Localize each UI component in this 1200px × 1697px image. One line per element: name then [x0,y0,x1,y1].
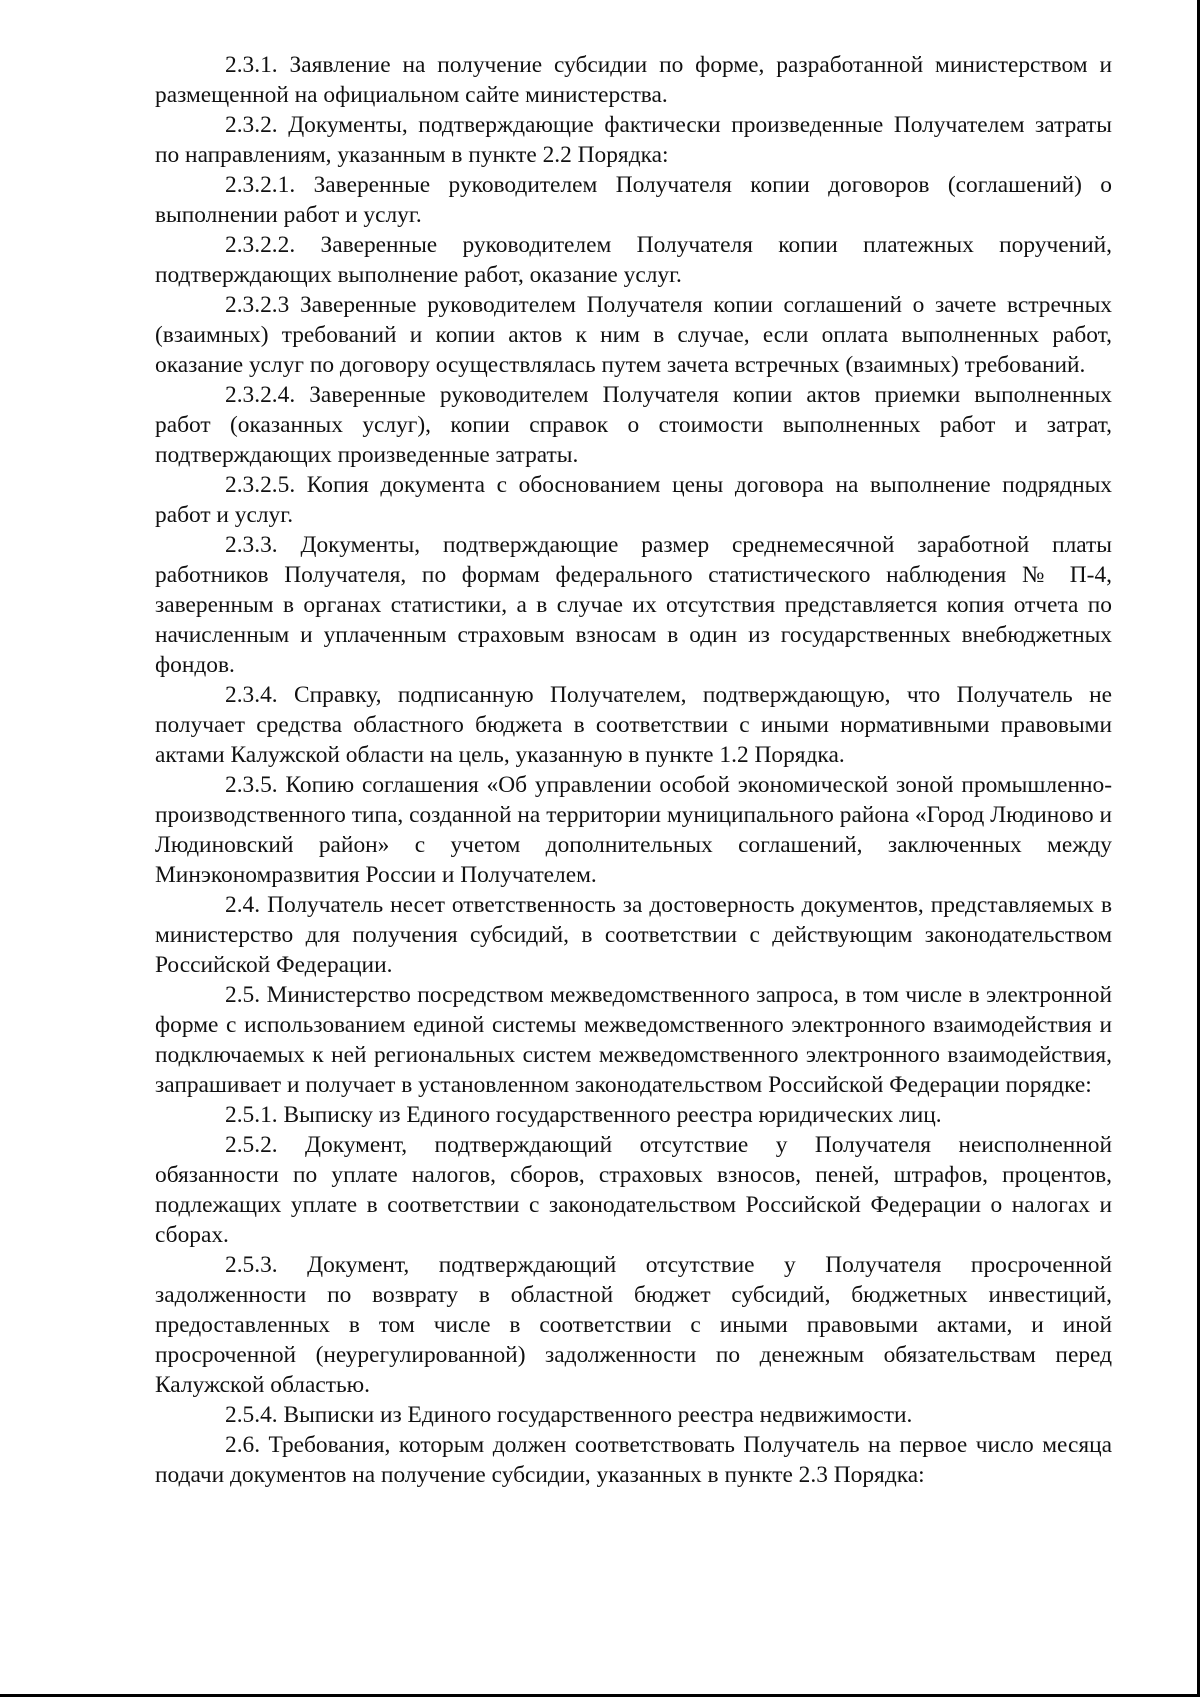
paragraph-2-3-2-3: 2.3.2.3 Заверенные руководителем Получателя копии соглашений о зачете встречных (взаимных) требований и копии актов к ним в случае, если оплата выполненных работ, оказание услуг по договору осуществлялась путем зачета встречных (взаимных) требований. [155,292,1112,378]
paragraph-2-3-2-4: 2.3.2.4. Заверенные руководителем Получателя копии актов приемки выполненных работ (оказанных услуг), копии справок о стоимости выполненных работ и затрат, подтверждающих произведенные затраты. [155,382,1112,468]
paragraph-2-3-4: 2.3.4. Справку, подписанную Получателем, подтверждающую, что Получатель не получает средства областного бюджета в соответствии с иными нормативными правовыми актами Калужской области на цель, указанную в пункте 1.2 Порядка. [155,682,1112,768]
paragraph-2-3-5: 2.3.5. Копию соглашения «Об управлении особой экономической зоной промышленно-производственного типа, созданной на территории муниципального района «Город Людиново и Людиновский район» с учетом дополнительных соглашений, заключенных между Минэкономразвития России и Получателем. [155,772,1112,888]
document-body [155,50,1112,1490]
paragraph-2-5: 2.5. Министерство посредством межведомственного запроса, в том числе в электронной форме с использованием единой системы межведомственного электронного взаимодействия и подключаемых к ней региональных систем межведомственного электронного взаимодействия, запрашивает и получает в установленном законодательством Российской Федерации порядке: [155,982,1112,1098]
paragraph-2-5-2: 2.5.2. Документ, подтверждающий отсутствие у Получателя неисполненной обязанности по уплате налогов, сборов, страховых взносов, пеней, штрафов, процентов, подлежащих уплате в соответствии с законодательством Российской Федерации о налогах и сборах. [155,1132,1112,1248]
paragraph-2-5-1: 2.5.1. Выписку из Единого государственного реестра юридических лиц. [225,1102,942,1128]
paragraph-2-6: 2.6. Требования, которым должен соответствовать Получатель на первое число месяца подачи документов на получение субсидии, указанных в пункте 2.3 Порядка: [155,1432,1112,1488]
paragraph-2-3-1: 2.3.1. Заявление на получение субсидии по форме, разработанной министерством и размещенной на официальном сайте министерства. [155,52,1112,108]
paragraph-2-3-2-2: 2.3.2.2. Заверенные руководителем Получателя копии платежных поручений, подтверждающих выполнение работ, оказание услуг. [155,232,1112,288]
paragraph-2-5-4: 2.5.4. Выписки из Единого государственного реестра недвижимости. [225,1402,913,1428]
paragraph-2-3-3: 2.3.3. Документы, подтверждающие размер среднемесячной заработной платы работников Получателя, по формам федерального статистического наблюдения № П-4, заверенным в органах статистики, а в случае их отсутствия представляется копия отчета по начисленным и уплаченным страховым взносам в один из государственных внебюджетных фондов. [155,532,1112,678]
paragraph-2-5-3: 2.5.3. Документ, подтверждающий отсутствие у Получателя просроченной задолженности по возврату в областной бюджет субсидий, бюджетных инвестиций, предоставленных в том числе в соответствии с иными правовыми актами, и иной просроченной (неурегулированной) задолженности по денежным обязательствам перед Калужской областью. [155,1252,1112,1398]
paragraph-2-3-2-1: 2.3.2.1. Заверенные руководителем Получателя копии договоров (соглашений) о выполнении работ и услуг. [155,172,1112,228]
paragraph-2-3-2: 2.3.2. Документы, подтверждающие фактически произведенные Получателем затраты по направлениям, указанным в пункте 2.2 Порядка: [155,112,1112,168]
paragraph-2-4: 2.4. Получатель несет ответственность за достоверность документов, представляемых в министерство для получения субсидий, в соответствии с действующим законодательством Российской Федерации. [155,892,1112,978]
paragraph-2-3-2-5: 2.3.2.5. Копия документа с обоснованием цены договора на выполнение подрядных работ и услуг. [155,472,1112,528]
